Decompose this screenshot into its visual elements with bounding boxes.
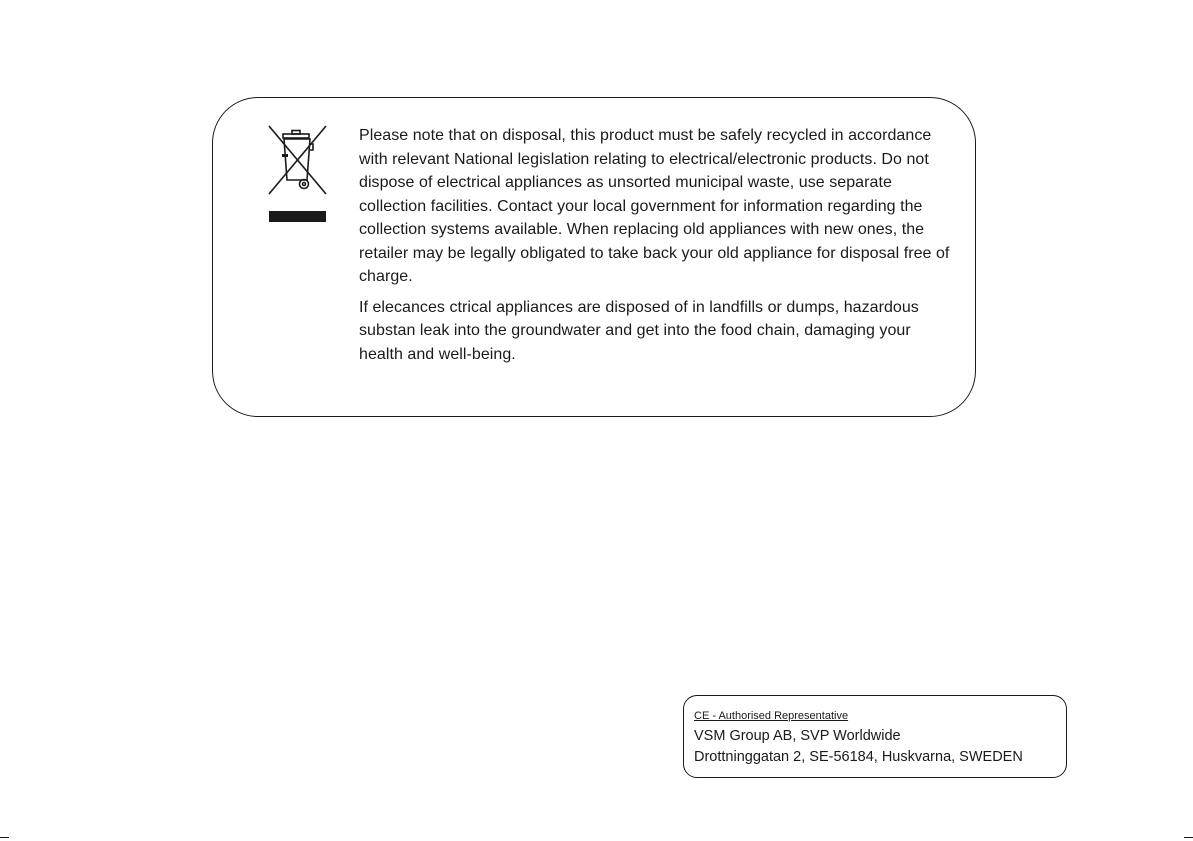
representative-heading: CE - Authorised Representative	[694, 710, 849, 722]
disposal-notice-text	[359, 124, 959, 366]
authorised-representative-box	[683, 695, 1067, 778]
hazard-paragraph: If elecances ctrical appliances are disposed of in landfills or dumps, hazardous substan leak into the groundwater and get into the food chain, damaging your health and well-being.	[359, 298, 919, 363]
representative-company: VSM Group AB, SVP Worldwide	[694, 728, 901, 744]
representative-address: Drottninggatan 2, SE-56184, Huskvarna, SWEDEN	[694, 749, 1023, 765]
disposal-paragraph: Please note that on disposal, this product must be safely recycled in accordance with relevant National legislation relating to electrical/electronic products. Do not dispose of electrical appliances as unsorted municipal waste, use separate collection facilities. Contact your local government for information regarding the collection systems available. When replacing old appliances with new ones, the retailer may be legally obligated to take back your old appliance for disposal free of charge.	[359, 127, 950, 285]
crossed-out-wheeled-bin-icon	[266, 124, 330, 224]
crop-mark-left	[0, 837, 9, 838]
disposal-notice-box	[212, 97, 976, 417]
crop-mark-right	[1184, 837, 1193, 838]
